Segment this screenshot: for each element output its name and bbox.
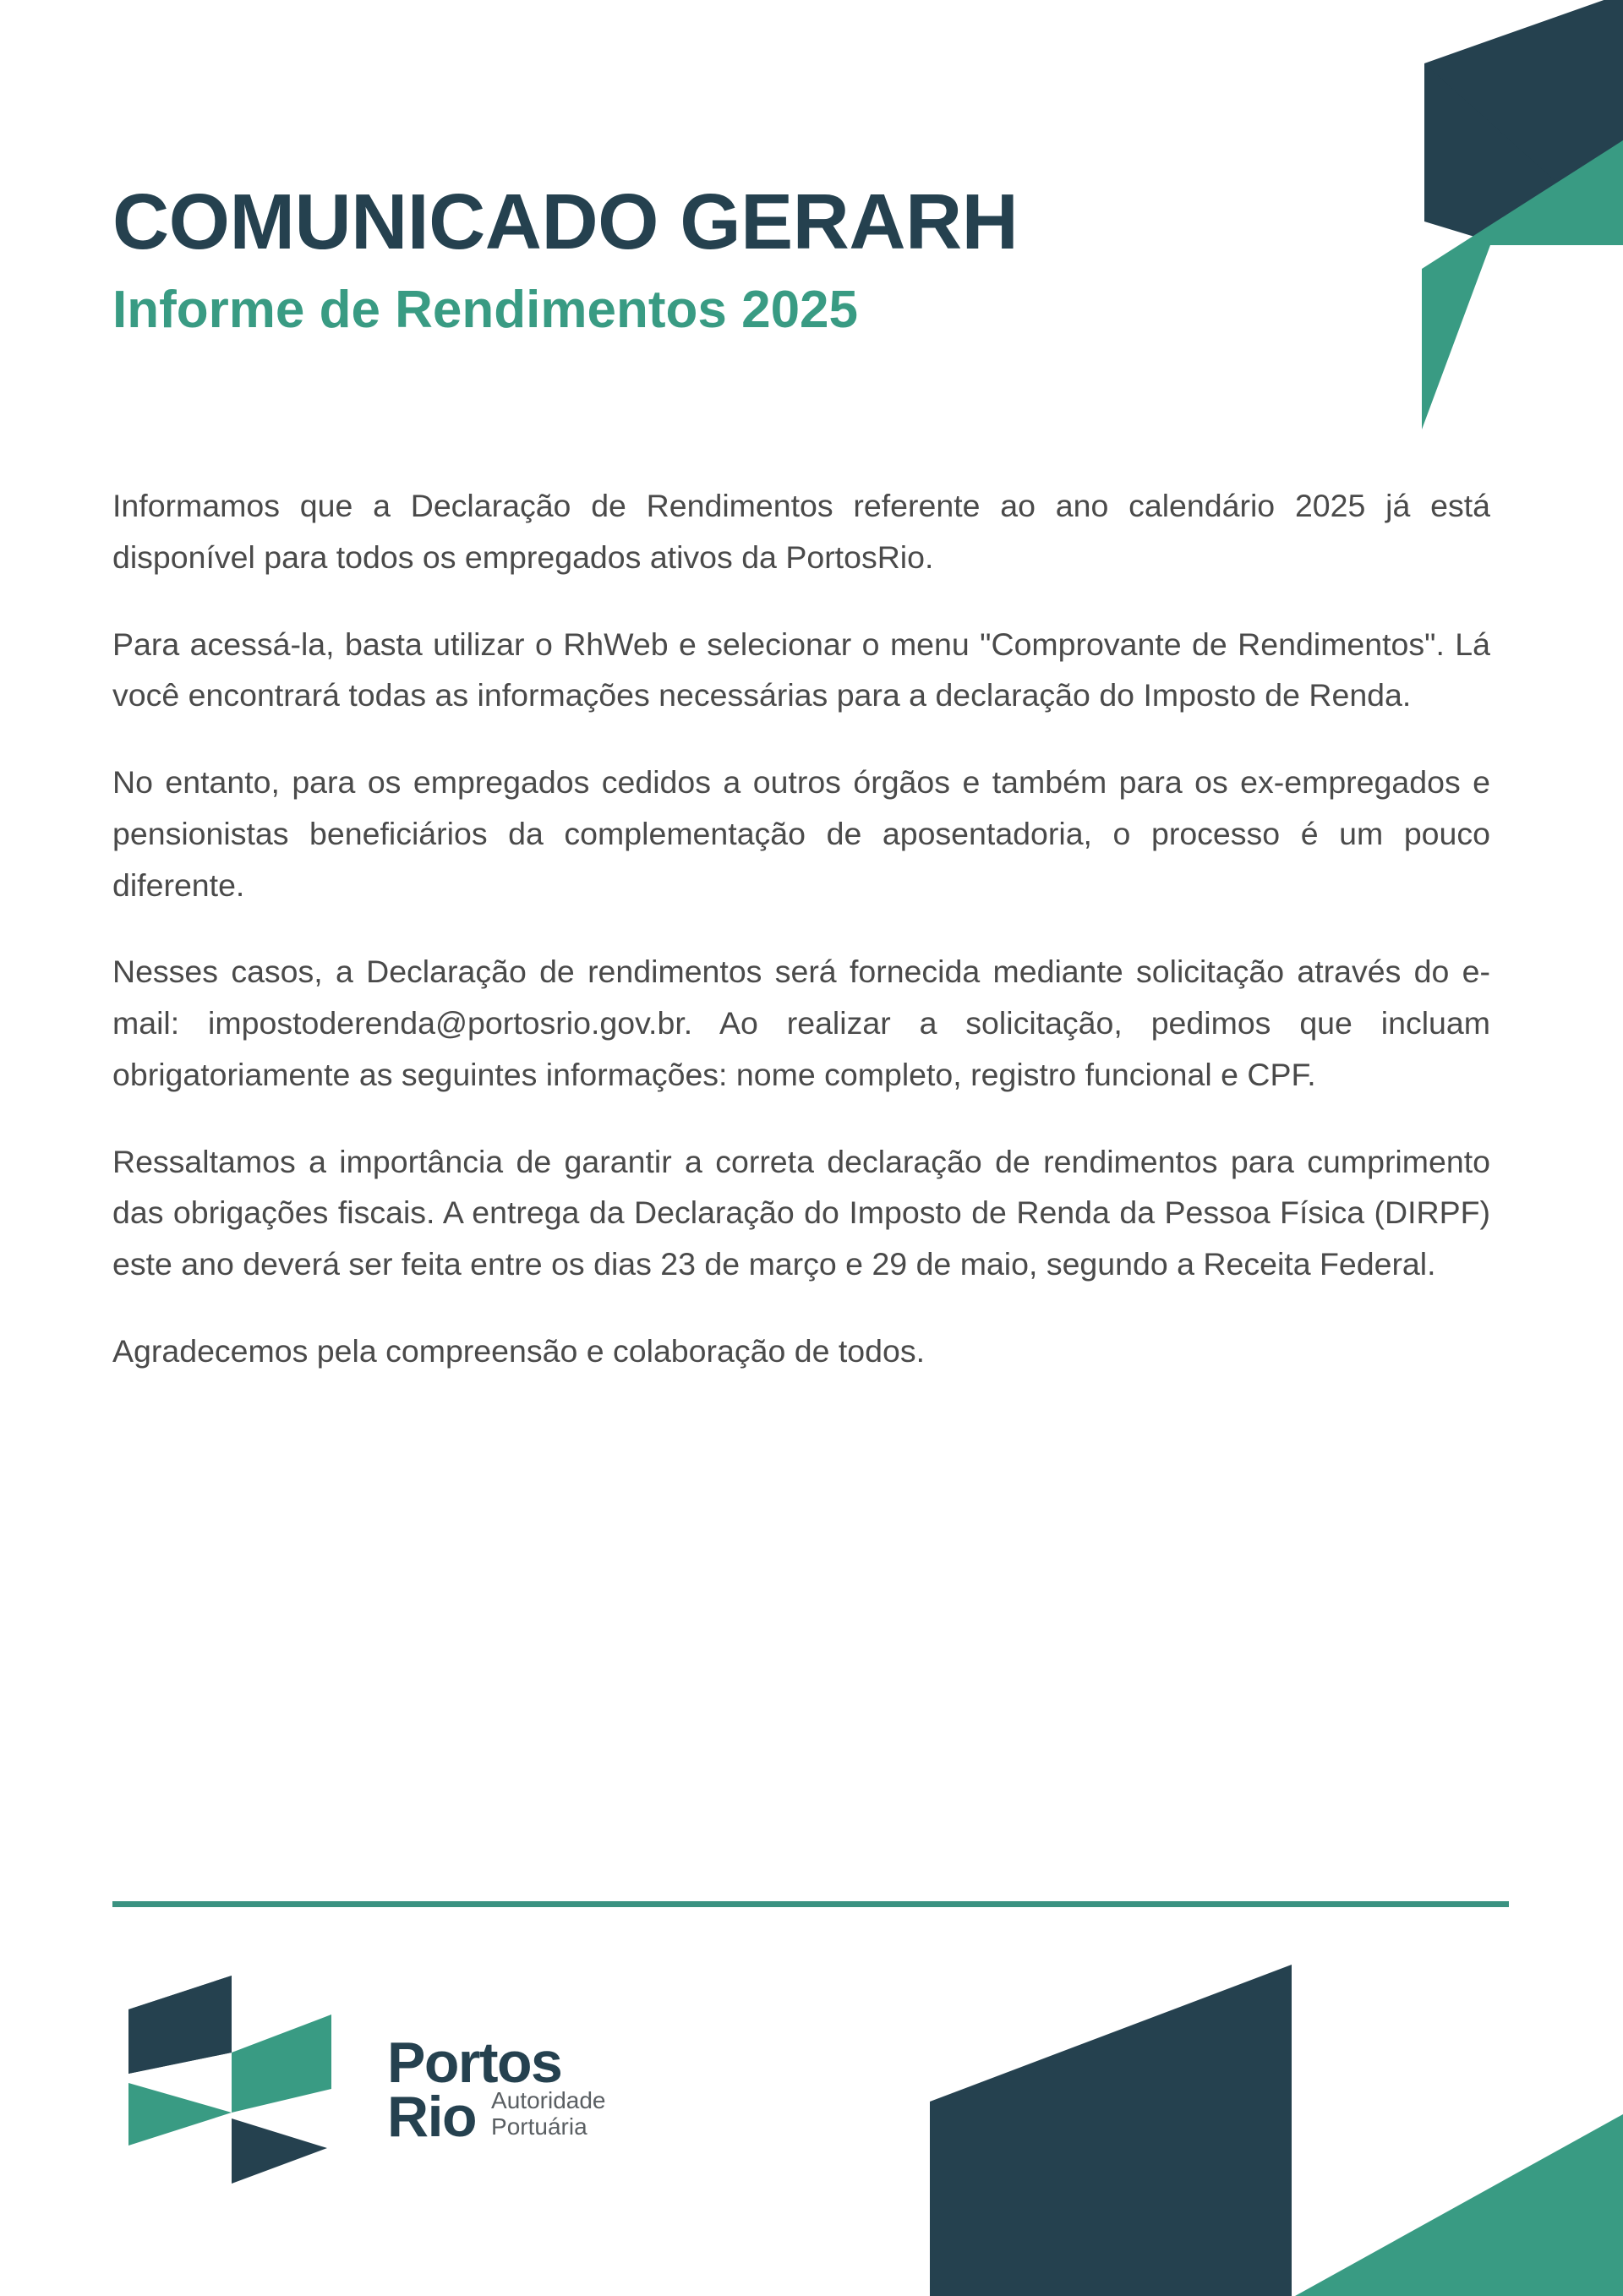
page-title: COMUNICADO GERARH [112, 178, 1019, 265]
paragraph-closing: Agradecemos pela compreensão e colaboração de todos. [112, 1332, 926, 1369]
document-header [112, 178, 1499, 339]
portosrio-logo-type [387, 2031, 606, 2149]
document-body [112, 480, 1490, 1377]
paragraph-access: Para acessá-la, basta utilizar o RhWeb e selecionar o menu "Comprovante de Rendimentos". Lá você encontrará todas as informações necessárias para a declaração do Imposto de Renda. [112, 626, 1490, 713]
logo-tri-green-left [128, 2083, 232, 2146]
logo-tagline [491, 2087, 605, 2140]
logo-tagline-line1: Autoridade [491, 2087, 606, 2114]
chevron-dark-shape-bottom [930, 1965, 1292, 2296]
portosrio-logo-mark-icon [113, 1972, 358, 2205]
logo-tagline-line2: Portuária [491, 2113, 587, 2140]
paragraph-deadline: Ressaltamos a importância de garantir a correta declaração de rendimentos para cumprimento das obrigações fiscais. A entrega da Declaração do Imposto de Renda da Pessoa Física (DIRPF) este ano deverá ser feita entre os dias 23 de março e 29 de maio, segundo a Receita Federal. [112, 1143, 1490, 1282]
footer-divider [112, 1901, 1509, 1907]
logo-quad-green-right [232, 2014, 331, 2113]
paragraph-request: Nesses casos, a Declaração de rendimentos será fornecida mediante solicitação através do e-mail: impostoderenda@portosrio.gov.br. Ao realizar a solicitação, pedimos que incluam obrigatoriamente as seguintes informações: nome completo, registro funcional e CPF. [112, 954, 1490, 1092]
paragraph-intro: Informamos que a Declaração de Rendimentos referente ao ano calendário 2025 já está disponível para todos os empregados ativos da PortosRio. [112, 488, 1490, 575]
chevron-green-shape-bottom [1295, 2114, 1623, 2296]
logo-word-rio: Rio [387, 2084, 477, 2149]
page-subtitle: Informe de Rendimentos 2025 [112, 280, 859, 339]
decorative-chevron-bottom-right [888, 1932, 1623, 2296]
portosrio-logo [113, 1972, 605, 2205]
logo-quad-dark-top-left-2 [128, 1976, 232, 2074]
paragraph-exceptions: No entanto, para os empregados cedidos a outros órgãos e também para os ex-empregados e pensionistas beneficiários da complementação de aposentadoria, o processo é um pouco diferente. [112, 764, 1490, 903]
logo-word-portos: Portos [387, 2031, 562, 2096]
logo-tri-dark-bottom [232, 2118, 327, 2184]
